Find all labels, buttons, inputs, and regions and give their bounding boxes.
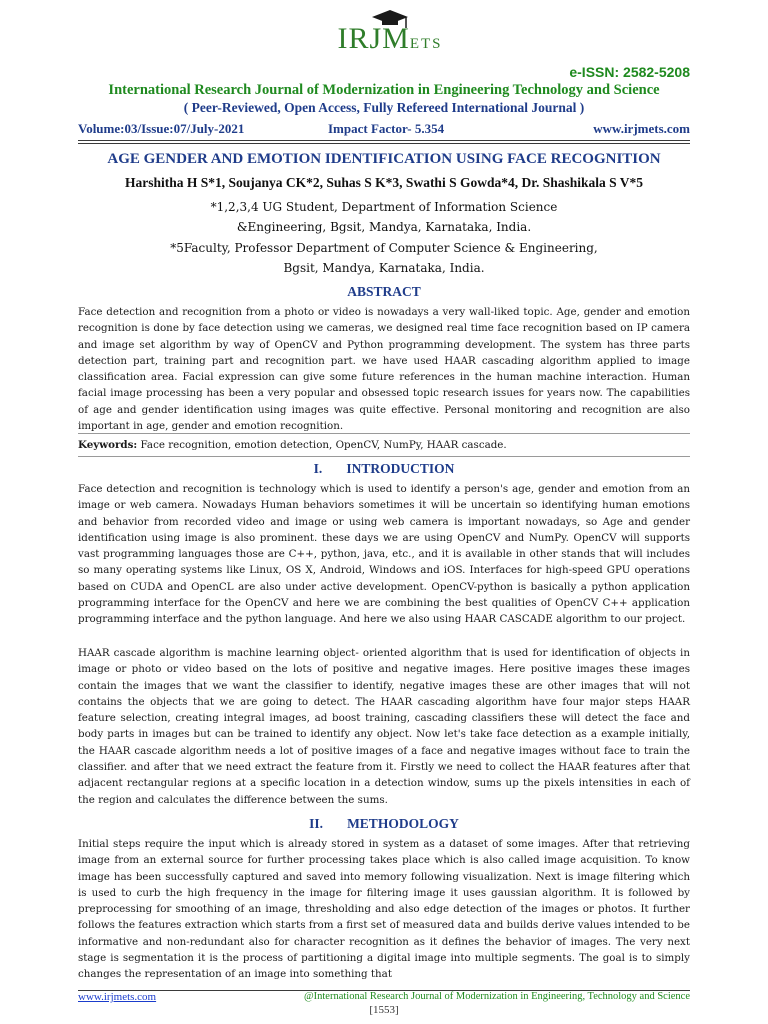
paper-title: AGE GENDER AND EMOTION IDENTIFICATION USING FACE RECOGNITION (107, 151, 661, 167)
methodology-heading (0, 816, 768, 832)
introduction-heading (0, 461, 768, 477)
abstract-text: Face detection and recognition from a photo or video is nowadays a very wall-liked topic. Age, gender and emotion recognition is done by face detection using we cameras, we designed real time face recognition based on IP camera and image set algorithm by way of OpenCV and Python programming development. The system has three parts detection part, training part and recognition part. we have used HAAR cascading algorithm applied to image classification area. Facial expression can give some future references in the human machine interaction. Human facial image processing has been a very popular and obsessed topic research issues for years now. The capabilities of age and gender identification using images was quite effective. Personal monitoring and recognition are also important in age, gender and emotion recognition. (78, 306, 690, 433)
authors: Harshitha H S*1, Soujanya CK*2, Suhas S K*3, Swathi S Gowda*4, Dr. Shashikala S V*5 (124, 175, 644, 190)
introduction-paragraph-2: HAAR cascade algorithm is machine learning object- oriented algorithm that is used for identification of objects in image or photo or video based on the lots of positive and negative images. Here positive images these images contain the images that we want the classifier to identify, negative images these are other images that will not contains the objects that we are going to detect. The HAAR cascading algorithm have four major steps HAAR feature selection, creating integral images, ad boost training, cascading classifiers these will detect the face and body parts in images but can be trained to identify any object. Now let's take face detection as a example initially, the HAAR cascade algorithm needs a lot of positive images of a face and negative images without face to train the classifier. and after that we need extract the feature from it. Firstly we need to collect the HAAR features after that adjacent rectangular regions at a specific location in a detection window, sums up the pixels intensities in each of the region and calculates the difference between the sums. (78, 647, 690, 806)
footer-site-link[interactable]: www.irjmets.com (78, 991, 157, 1003)
section-number: II. (309, 816, 324, 831)
journal-subtitle: ( Peer-Reviewed, Open Access, Fully Refereed International Journal ) (183, 100, 585, 115)
journal-logo (320, 8, 460, 56)
journal-site: www.irjmets.com (593, 121, 690, 136)
methodology-paragraph-1: Initial steps require the input which is already stored in system as a dataset of some images. After that retrieving image from an external source for further processing takes place which is also called image acquisition. To know image has been successfully captured and saved into memory following visualization. Next is image filtering which is used to curb the high frequency in the image for filtering image it uses gaussian algorithm. It is followed by preprocessing for smoothing of an image, thresholding and also edge detection of the images or photos. It further follows the features extraction which starts from a first set of measured data and builds derive values intended to be informative and non-redundant also for character recognition as it defines the behavior of images. The very next stage is segmentation it is the process of partitioning a digital image into multiple segments. The goal is to simply changes the representation of an image into something that (78, 838, 690, 981)
footer-copyright: @International Research Journal of Modernization in Engineering, Technology and Science (303, 991, 690, 1002)
eissn: e-ISSN: 2582-5208 (569, 64, 690, 80)
affiliation-2: *5Faculty, Professor Department of Computer Science & Engineering, Bgsit, Mandya, Karnataka, India. (170, 241, 598, 275)
abstract-heading: ABSTRACT (347, 284, 421, 299)
keywords-list: Face recognition, emotion detection, OpenCV, NumPy, HAAR cascade. (137, 439, 507, 451)
impact-factor: Impact Factor- 5.354 (328, 121, 445, 136)
keywords-label: Keywords: (78, 439, 138, 451)
header-rule (78, 140, 690, 141)
page-number: [1553] (369, 1004, 399, 1016)
introduction-paragraph-1: Face detection and recognition is technology which is used to identify a person's age, gender and emotion from an image or web camera. Nowadays Human behaviors sometimes it will be uncertain so identifying human emotions and behavior from recorded video and image or using web camera is important nowadays, so Age and gender identification using image is also prominent. these days we are using OpenCV and NumPy. OpenCV will supports vast programming languages those are C++, python, java, etc., and it is available in other stands that will includes so many operating systems like Linux, OS X, Android, Windows and iOS. Interfaces for high-speed GPU operations based on CUDA and OpenCL are also under active development. OpenCV-python is basically a python application programming interface for the OpenCV and here we are combining the best qualities of OpenCV C++ application programming interface and the python language. And here we also using HAAR CASCADE algorithm to our project. (78, 483, 690, 626)
journal-title: International Research Journal of Modernization in Engineering Technology and Science (108, 82, 660, 98)
volume-issue: Volume:03/Issue:07/July-2021 (78, 121, 245, 136)
affiliation-1: *1,2,3,4 UG Student, Department of Information Science &Engineering, Bgsit, Mandya, Karnataka, India. (210, 200, 558, 234)
header-rule-2 (78, 143, 690, 144)
section-title: METHODOLOGY (347, 816, 459, 831)
keywords-bottom-rule (78, 456, 690, 457)
logo-text: IRJMETS (337, 22, 443, 55)
volume-row (78, 121, 690, 139)
section-title: INTRODUCTION (346, 461, 455, 476)
keywords (78, 437, 690, 453)
section-number: I. (313, 461, 323, 476)
keywords-top-rule (78, 433, 690, 434)
